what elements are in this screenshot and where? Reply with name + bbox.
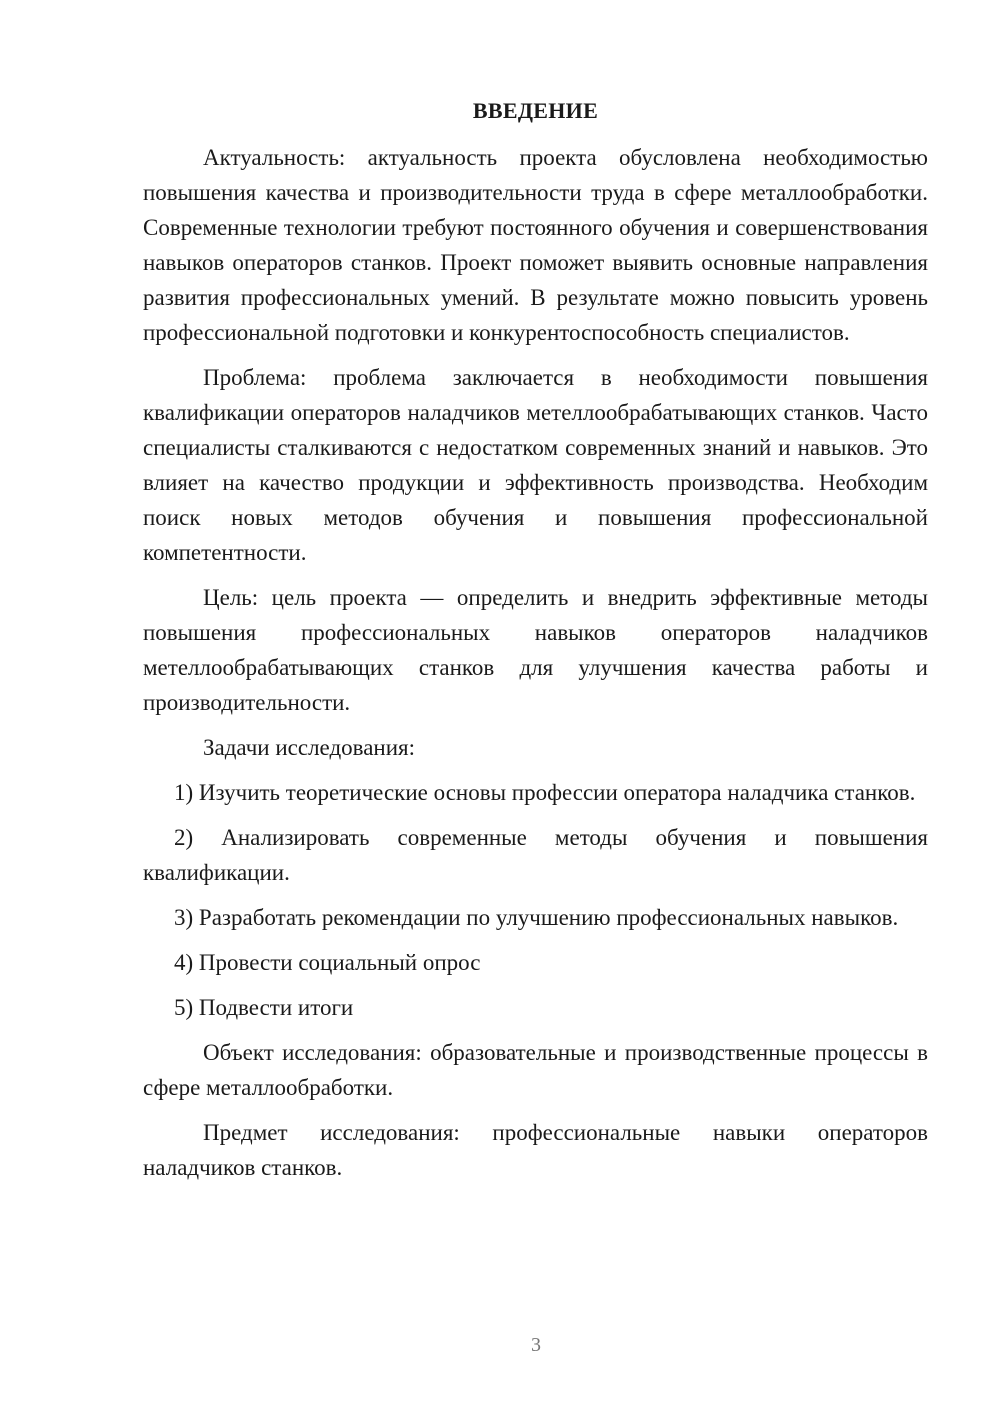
paragraph-relevance: Актуальность: актуальность проекта обусловлена необходимостью повышения качества и производительности труда в сфере металлообработки. Современные технологии требуют постоянного обучения и совершенствования навыков операторов станков. Проект поможет выявить основные направления развития профессиональных умений. В результате можно повысить уровень профессиональной подготовки и конкурентоспособность специалистов. xyxy=(143,145,928,345)
paragraph-subject: Предмет исследования: профессиональные навыки операторов наладчиков станков. xyxy=(143,1120,928,1180)
page-number: 3 xyxy=(531,1334,541,1356)
task-item-2: 2) Анализировать современные методы обучения и повышения квалификации. xyxy=(143,825,928,885)
tasks-heading: Задачи исследования: xyxy=(203,735,416,760)
task-item-1: 1) Изучить теоретические основы профессии оператора наладчика станков. xyxy=(174,780,916,805)
task-item-4: 4) Провести социальный опрос xyxy=(174,950,481,975)
document-body xyxy=(143,96,928,1195)
page-title: ВВЕДЕНИЕ xyxy=(472,98,599,123)
paragraph-object: Объект исследования: образовательные и производственные процессы в сфере металлообработки. xyxy=(143,1040,928,1100)
paragraph-problem: Проблема: проблема заключается в необходимости повышения квалификации операторов наладчиков метеллообрабатывающих станков. Часто специалисты сталкиваются с недостатком современных знаний и навыков. Это влияет на качество продукции и эффективность производства. Необходим поиск новых методов обучения и повышения профессиональной компетентности. xyxy=(143,365,928,565)
paragraph-goal: Цель: цель проекта — определить и внедрить эффективные методы повышения профессиональных навыков операторов наладчиков метеллообрабатывающих станков для улучшения качества работы и производительности. xyxy=(143,585,928,715)
task-item-3: 3) Разработать рекомендации по улучшению профессиональных навыков. xyxy=(174,905,899,930)
task-item-5: 5) Подвести итоги xyxy=(174,995,354,1020)
